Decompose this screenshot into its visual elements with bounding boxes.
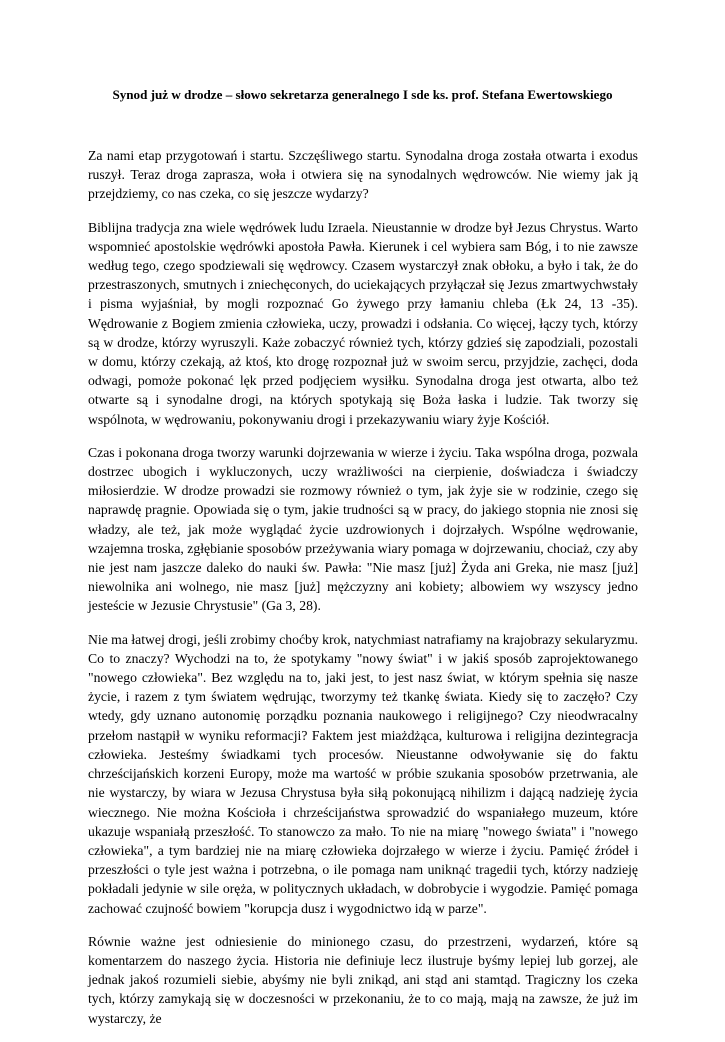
paragraph-1: Za nami etap przygotowań i startu. Szczęśliwego startu. Synodalna droga została otwarta i exodus ruszył. Teraz droga zaprasza, woła i otwiera się na synodalnych wędrowców. Nie wiemy jak ją przejdziemy, co nas czeka, co się jeszcze wydarzy? [88, 148, 638, 202]
paragraph-4: Nie ma łatwej drogi, jeśli zrobimy choćby krok, natychmiast natrafiamy na krajobrazy sekularyzmu. Co to znaczy? Wychodzi na to, że spotykamy "nowy świat" i w jakiś sposób zaprojektowanego "nowego człowieka". Bez względu na to, jaki jest, to jest nasz świat, w którym spełnia się nasze życie, i razem z tym światem wędrując, tworzymy też tkankę świata. Kiedy się to zaczęło? Czy wtedy, gdy uznano autonomię porządku poznania naukowego i religijnego? Czy nieodwracalny przełom nastąpił w wyniku reformacji? Faktem jest miażdżąca, kulturowa i religijna dezintegracja człowieka. Jesteśmy świadkami tych procesów. Nieustanne odwoływanie się do faktu chrześcijańskich korzeni Europy, może ma wartość w próbie szukania sposobów przetrwania, ale nie wystarczy, by wiara w Jezusa Chrystusa była siłą pokonującą nihilizm i dającą nadzieję życia wiecznego. Nie można Kościoła i chrześcijaństwa sprowadzić do wspaniałego muzeum, które ukazuje wspaniałą przeszłość. To stanowczo za mało. To nie na miarę "nowego świata" i "nowego człowieka", a tym bardziej nie na miarę człowieka dojrzałego w wierze i życiu. Pamięć źródeł i przeszłości o tyle jest ważna i potrzebna, o ile pomaga nam uniknąć tragedii tych, którzy nadzieję pokładali jedynie w sile oręża, w politycznych układach, w dobrobycie i wygodzie. Pamięć pomaga zachować czujność bowiem "korupcja dusz i wygodnictwo idą w parze". [88, 631, 638, 916]
paragraph-2: Biblijna tradycja zna wiele wędrówek ludu Izraela. Nieustannie w drodze był Jezus Chrystus. Warto wspomnieć apostolskie wędrówki apostoła Pawła. Kierunek i cel wybiera sam Bóg, i to nie zawsze według tego, czego spodziewali się wędrowcy. Czasem wystarczył znak obłoku, a było i tak, że do przestraszonych, smutnych i zniechęconych, do uciekających przyłączał się Jezus zmartwychwstały i pisma wyjaśniał, by mogli rozpoznać Go żywego przy łamaniu chleba (Łk 24, 13 -35). Wędrowanie z Bogiem zmienia człowieka, uczy, prowadzi i odsłania. Co więcej, łączy tych, którzy są w drodze, którzy wyruszyli. Każe zobaczyć również tych, którzy gdzieś się zapodziali, pozostali w domu, którzy czekają, aż ktoś, kto drogę rozpoznał już w swoim sercu, przyjdzie, zachęci, doda odwagi, pomoże pokonać lęk przed podjęciem wysiłku. Synodalna droga jest otwarta, albo też otwarte są i synodalne drogi, na których spotykają się Boża łaska i ludzie. Tak tworzy się wspólnota, w wędrowaniu, pokonywaniu drogi i przekazywaniu wiary żyje Kościół. [88, 219, 638, 427]
document-title: Synod już w drodze – słowo sekretarza generalnego I sde ks. prof. Stefana Ewertowskiego [112, 87, 613, 102]
document-body [88, 146, 638, 1042]
paragraph-5: Równie ważne jest odniesienie do minionego czasu, do przestrzeni, wydarzeń, które są komentarzem do naszego życia. Historia nie definiuje lecz ilustruje byśmy lepiej lub gorzej, ale jednak jakoś rozumieli siebie, abyśmy nie byli znikąd, ani stąd ani stamtąd. Tragiczny los czeka tych, którzy zamykają się w doczesności w przekonaniu, że to co mają, mają na zawsze, że już im wystarczy, że [88, 933, 638, 1026]
paragraph-3: Czas i pokonana droga tworzy warunki dojrzewania w wierze i życiu. Taka wspólna droga, pozwala dostrzec ubogich i wykluczonych, uczy wrażliwości na cierpienie, doświadcza i świadczy miłosierdzie. W drodze prowadzi sie rozmowy również o tym, jak żyje sie w rodzinie, czego się naprawdę pragnie. Opowiada się o tym, jakie trudności są w pracy, do jakiego stopnia nie znosi się władzy, ale też, jak może wyglądać życie uzdrowionych i dojrzałych. Wspólne wędrowanie, wzajemna troska, zgłębianie sposobów przeżywania wiary pomaga w dojrzewaniu, chociaż, czy aby nie jest nam jaszcze daleko do nauki św. Pawła: "Nie masz [już] Żyda ani Greka, nie masz [już] niewolnika ani wolnego, nie masz [już] mężczyzny ani kobiety; albowiem wy wszyscy jedno jesteście w Jezusie Chrystusie" (Ga 3, 28). [88, 444, 638, 614]
